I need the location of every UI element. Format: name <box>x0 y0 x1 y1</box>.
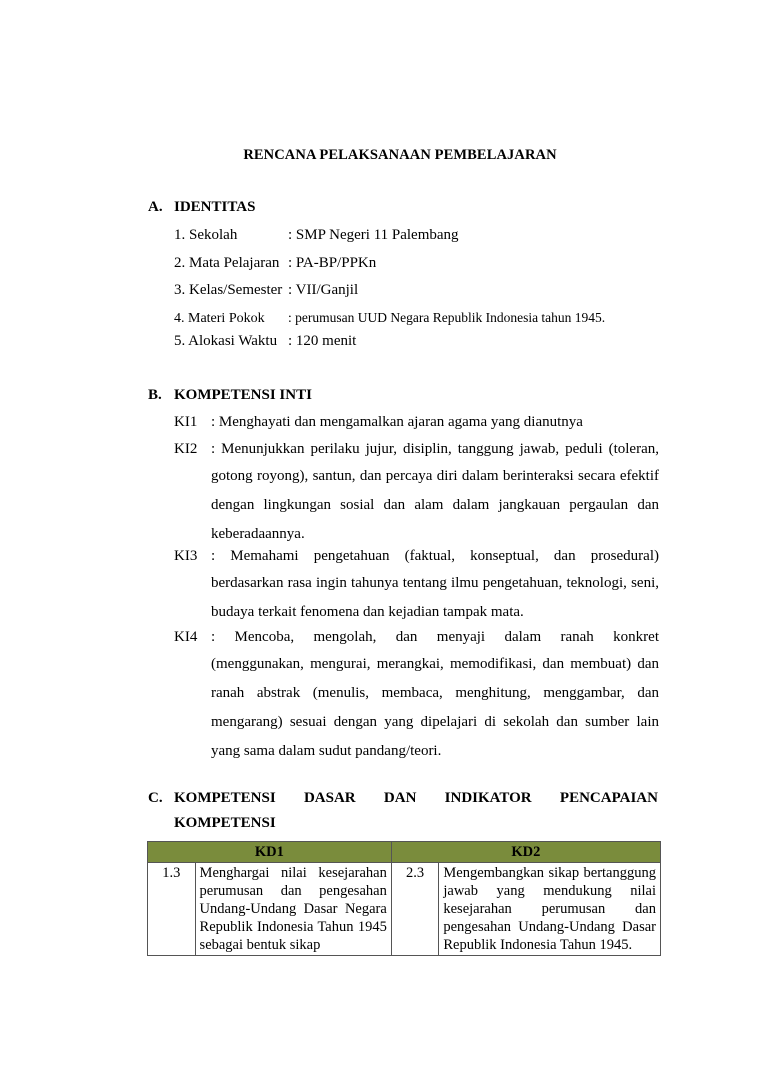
kd2-header: KD2 <box>391 842 660 863</box>
identity-label: 5. Alokasi Waktu <box>174 333 278 349</box>
identity-row-time <box>174 333 356 350</box>
section-a-letter: A. <box>148 199 163 215</box>
identity-row-topic <box>174 310 605 327</box>
ki4-text: : Mencoba, mengolah, dan menyaji dalam ranah konkret <box>211 629 659 645</box>
section-b-letter: B. <box>148 387 162 403</box>
table-row <box>148 863 661 956</box>
kd-table <box>147 841 661 956</box>
kd1-number: 1.3 <box>148 863 196 956</box>
section-b-heading <box>148 387 312 404</box>
ki3-label: KI3 <box>174 548 198 564</box>
kd1-text: Menghargai nilai kesejarahan perumusan dan pengesahan Undang-Undang Dasar Negara Republik Indonesia Tahun 1945 sebagai bentuk sikap <box>195 863 391 956</box>
kd2-number: 2.3 <box>391 863 439 956</box>
ki4-continuation: (menggunakan, mengurai, merangkai, memodifikasi, dan membuat) dan ranah abstrak (menulis, membaca, menghitung, menggambar, dan mengarang) sesuai dengan yang dipelajari di sekolah dan sumber lain yang sama dalam sudut pandang/teori. <box>211 656 659 759</box>
identity-value: : perumusan UUD Negara Republik Indonesia tahun 1945. <box>288 310 606 325</box>
kd1-header: KD1 <box>148 842 392 863</box>
identity-value: : PA-BP/PPKn <box>288 255 377 271</box>
ki3-text: : Memahami pengetahuan (faktual, konseptual, dan prosedural) <box>211 548 659 564</box>
section-c-word: INDIKATOR <box>444 790 532 806</box>
identity-value: : SMP Negeri 11 Palembang <box>288 227 459 243</box>
identity-row-class <box>174 282 358 299</box>
identity-row-school <box>174 227 459 244</box>
section-b-title: KOMPETENSI INTI <box>174 387 312 403</box>
identity-label: 3. Kelas/Semester <box>174 282 283 298</box>
identity-value: : VII/Ganjil <box>288 282 359 298</box>
kd2-text: Mengembangkan sikap bertanggung jawab yang mendukung nilai kesejarahan perumusan dan pengesahan Undang-Undang Dasar Republik Indonesia Tahun 1945. <box>439 863 661 956</box>
ki4-label: KI4 <box>174 629 198 645</box>
section-c-word: PENCAPAIAN <box>559 790 658 806</box>
identity-label: 1. Sekolah <box>174 227 238 243</box>
kd-header-row <box>148 842 661 863</box>
ki3-continuation: berdasarkan rasa ingin tahunya tentang ilmu pengetahuan, teknologi, seni, budaya terkait fenomena dan kejadian tampak mata. <box>211 575 659 620</box>
identity-row-subject <box>174 255 376 272</box>
ki2-label: KI2 <box>174 441 198 457</box>
ki1-label: KI1 <box>174 414 198 430</box>
identity-label: 2. Mata Pelajaran <box>174 255 280 271</box>
section-c-heading <box>148 790 658 807</box>
section-c-heading-line2: KOMPETENSI <box>174 815 276 831</box>
ki2-continuation: gotong royong), santun, dan percaya diri dalam berinteraksi secara efektif dengan lingkungan sosial dan alam dalam jangkauan pergaulan dan keberadaannya. <box>211 468 659 542</box>
section-c-word: DAN <box>383 790 417 806</box>
section-a-heading <box>148 199 255 216</box>
section-c-word: KOMPETENSI <box>174 790 276 806</box>
page-title: RENCANA PELAKSANAAN PEMBELAJARAN <box>243 147 557 163</box>
section-a-title: IDENTITAS <box>174 199 256 215</box>
ki1-text: : Menghayati dan mengamalkan ajaran agama yang dianutnya <box>211 414 583 430</box>
identity-label: 4. Materi Pokok <box>174 311 265 326</box>
identity-value: : 120 menit <box>288 333 357 349</box>
section-c-word: DASAR <box>303 790 356 806</box>
ki2-text: : Menunjukkan perilaku jujur, disiplin, tanggung jawab, peduli (toleran, <box>211 441 659 457</box>
section-c-letter: C. <box>148 790 163 806</box>
